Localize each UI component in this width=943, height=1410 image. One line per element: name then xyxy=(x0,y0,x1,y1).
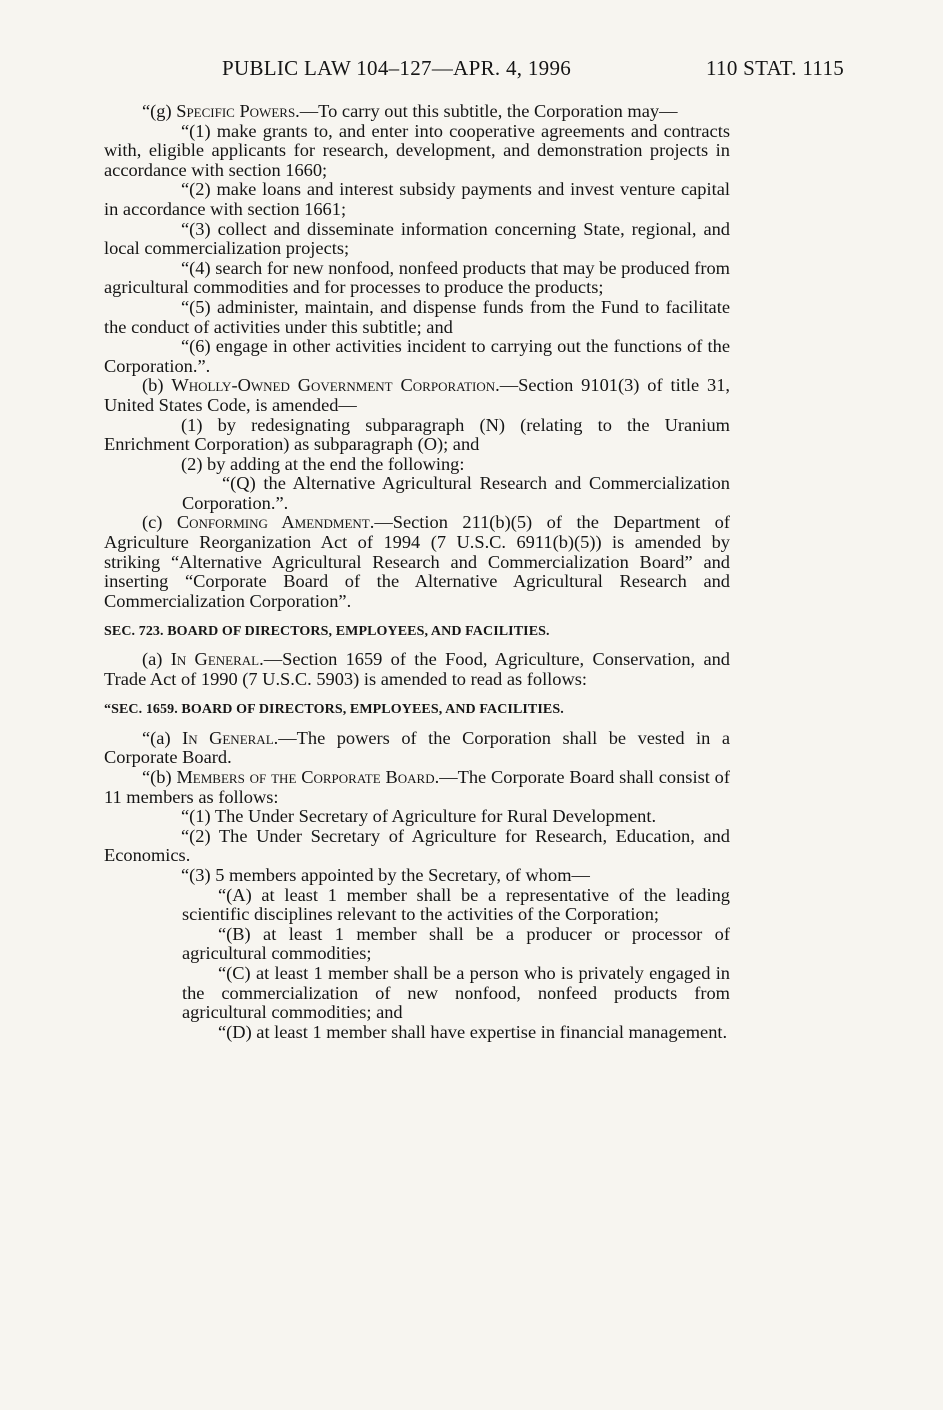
quoted-text: “(Q) the Alternative Agricultural Research and Commercialization Corporation.”. xyxy=(182,473,730,513)
list-item: “(2) The Under Secretary of Agriculture for Research, Education, and Economics. xyxy=(104,825,730,866)
list-item: “(2) make loans and interest subsidy payments and invest venture capital in accordance with section 1661; xyxy=(104,179,730,219)
paragraph-b: (b) Wholly-Owned Government Corporation.—Section 9101(3) of title 31, United States Code, is amended— xyxy=(104,375,730,415)
list-item: (2) by adding at the end the following: xyxy=(181,453,465,474)
header-title: PUBLIC LAW 104–127—APR. 4, 1996 xyxy=(222,56,572,80)
list-item: “(5) administer, maintain, and dispense funds from the Fund to facilitate the conduct of activities under this subtitle; and xyxy=(104,296,730,337)
list-item: “(6) engage in other activities incident to carrying out the functions of the Corporation.”. xyxy=(104,336,730,376)
list-item: “(3) collect and disseminate information concerning State, regional, and local commercialization projects; xyxy=(104,218,730,259)
paragraph-723-a: (a) In General.—Section 1659 of the Food, Agriculture, Conservation, and Trade Act of 1990 (7 U.S.C. 5903) is amended to read as follows: xyxy=(104,649,731,689)
paragraph-1659-b: “(b) Members of the Corporate Board.—The Corporate Board shall consist of 11 members as follows: xyxy=(104,767,730,807)
section-heading-723: SEC. 723. BOARD OF DIRECTORS, EMPLOYEES, AND FACILITIES. xyxy=(104,624,550,640)
page-header xyxy=(0,56,943,86)
list-item: “(C) at least 1 member shall be a person who is privately engaged in the commercialization of new nonfood, nonfeed products from agricultural commodities; and xyxy=(182,962,730,1023)
paragraph-c: (c) Conforming Amendment.—Section 211(b)(5) of the Department of Agriculture Reorganization Act of 1994 (7 U.S.C. 6911(b)(5)) is amended by striking “Alternative Agricultural Research and Commercialization Board” and inserting “Corporate Board of the Alternative Agricultural Research and Commercialization Corporation”. xyxy=(104,512,730,611)
list-item: “(3) 5 members appointed by the Secretary, of whom— xyxy=(181,864,590,885)
list-item: (1) by redesignating subparagraph (N) (relating to the Uranium Enrichment Corporation) as subparagraph (O); and xyxy=(104,414,730,455)
list-item: “(1) The Under Secretary of Agriculture for Rural Development. xyxy=(181,806,657,827)
list-item: “(D) at least 1 member shall have expertise in financial management. xyxy=(218,1021,728,1042)
list-item: “(1) make grants to, and enter into cooperative agreements and contracts with, eligible applicants for research, development, and demonstration projects in accordance with section 1660; xyxy=(104,120,730,180)
list-item: “(B) at least 1 member shall be a producer or processor of agricultural commodities; xyxy=(182,923,730,964)
list-item: “(4) search for new nonfood, nonfeed products that may be produced from agricultural commodities and for processes to produce the products; xyxy=(104,257,730,298)
list-item: “(A) at least 1 member shall be a representative of the leading scientific disciplines relevant to the activities of the Corporation; xyxy=(182,884,730,925)
heading-in-general-1659: In General. xyxy=(182,727,279,748)
header-statute-page: 110 STAT. 1115 xyxy=(706,56,845,80)
heading-specific-powers: Specific Powers. xyxy=(176,101,300,121)
heading-wholly-owned: Wholly-Owned Government Corporation. xyxy=(171,375,500,396)
heading-conforming-amendment: Conforming Amendment. xyxy=(176,512,375,533)
paragraph-g: “(g) Specific Powers.—To carry out this subtitle, the Corporation may— xyxy=(142,101,678,121)
section-heading-1659: “SEC. 1659. BOARD OF DIRECTORS, EMPLOYEES, AND FACILITIES. xyxy=(104,702,564,718)
paragraph-1659-a: “(a) In General.—The powers of the Corporation shall be vested in a Corporate Board. xyxy=(104,727,731,768)
heading-members: Members of the Corporate Board. xyxy=(176,767,440,787)
heading-in-general: In General. xyxy=(170,649,264,670)
document-body xyxy=(104,102,730,1042)
